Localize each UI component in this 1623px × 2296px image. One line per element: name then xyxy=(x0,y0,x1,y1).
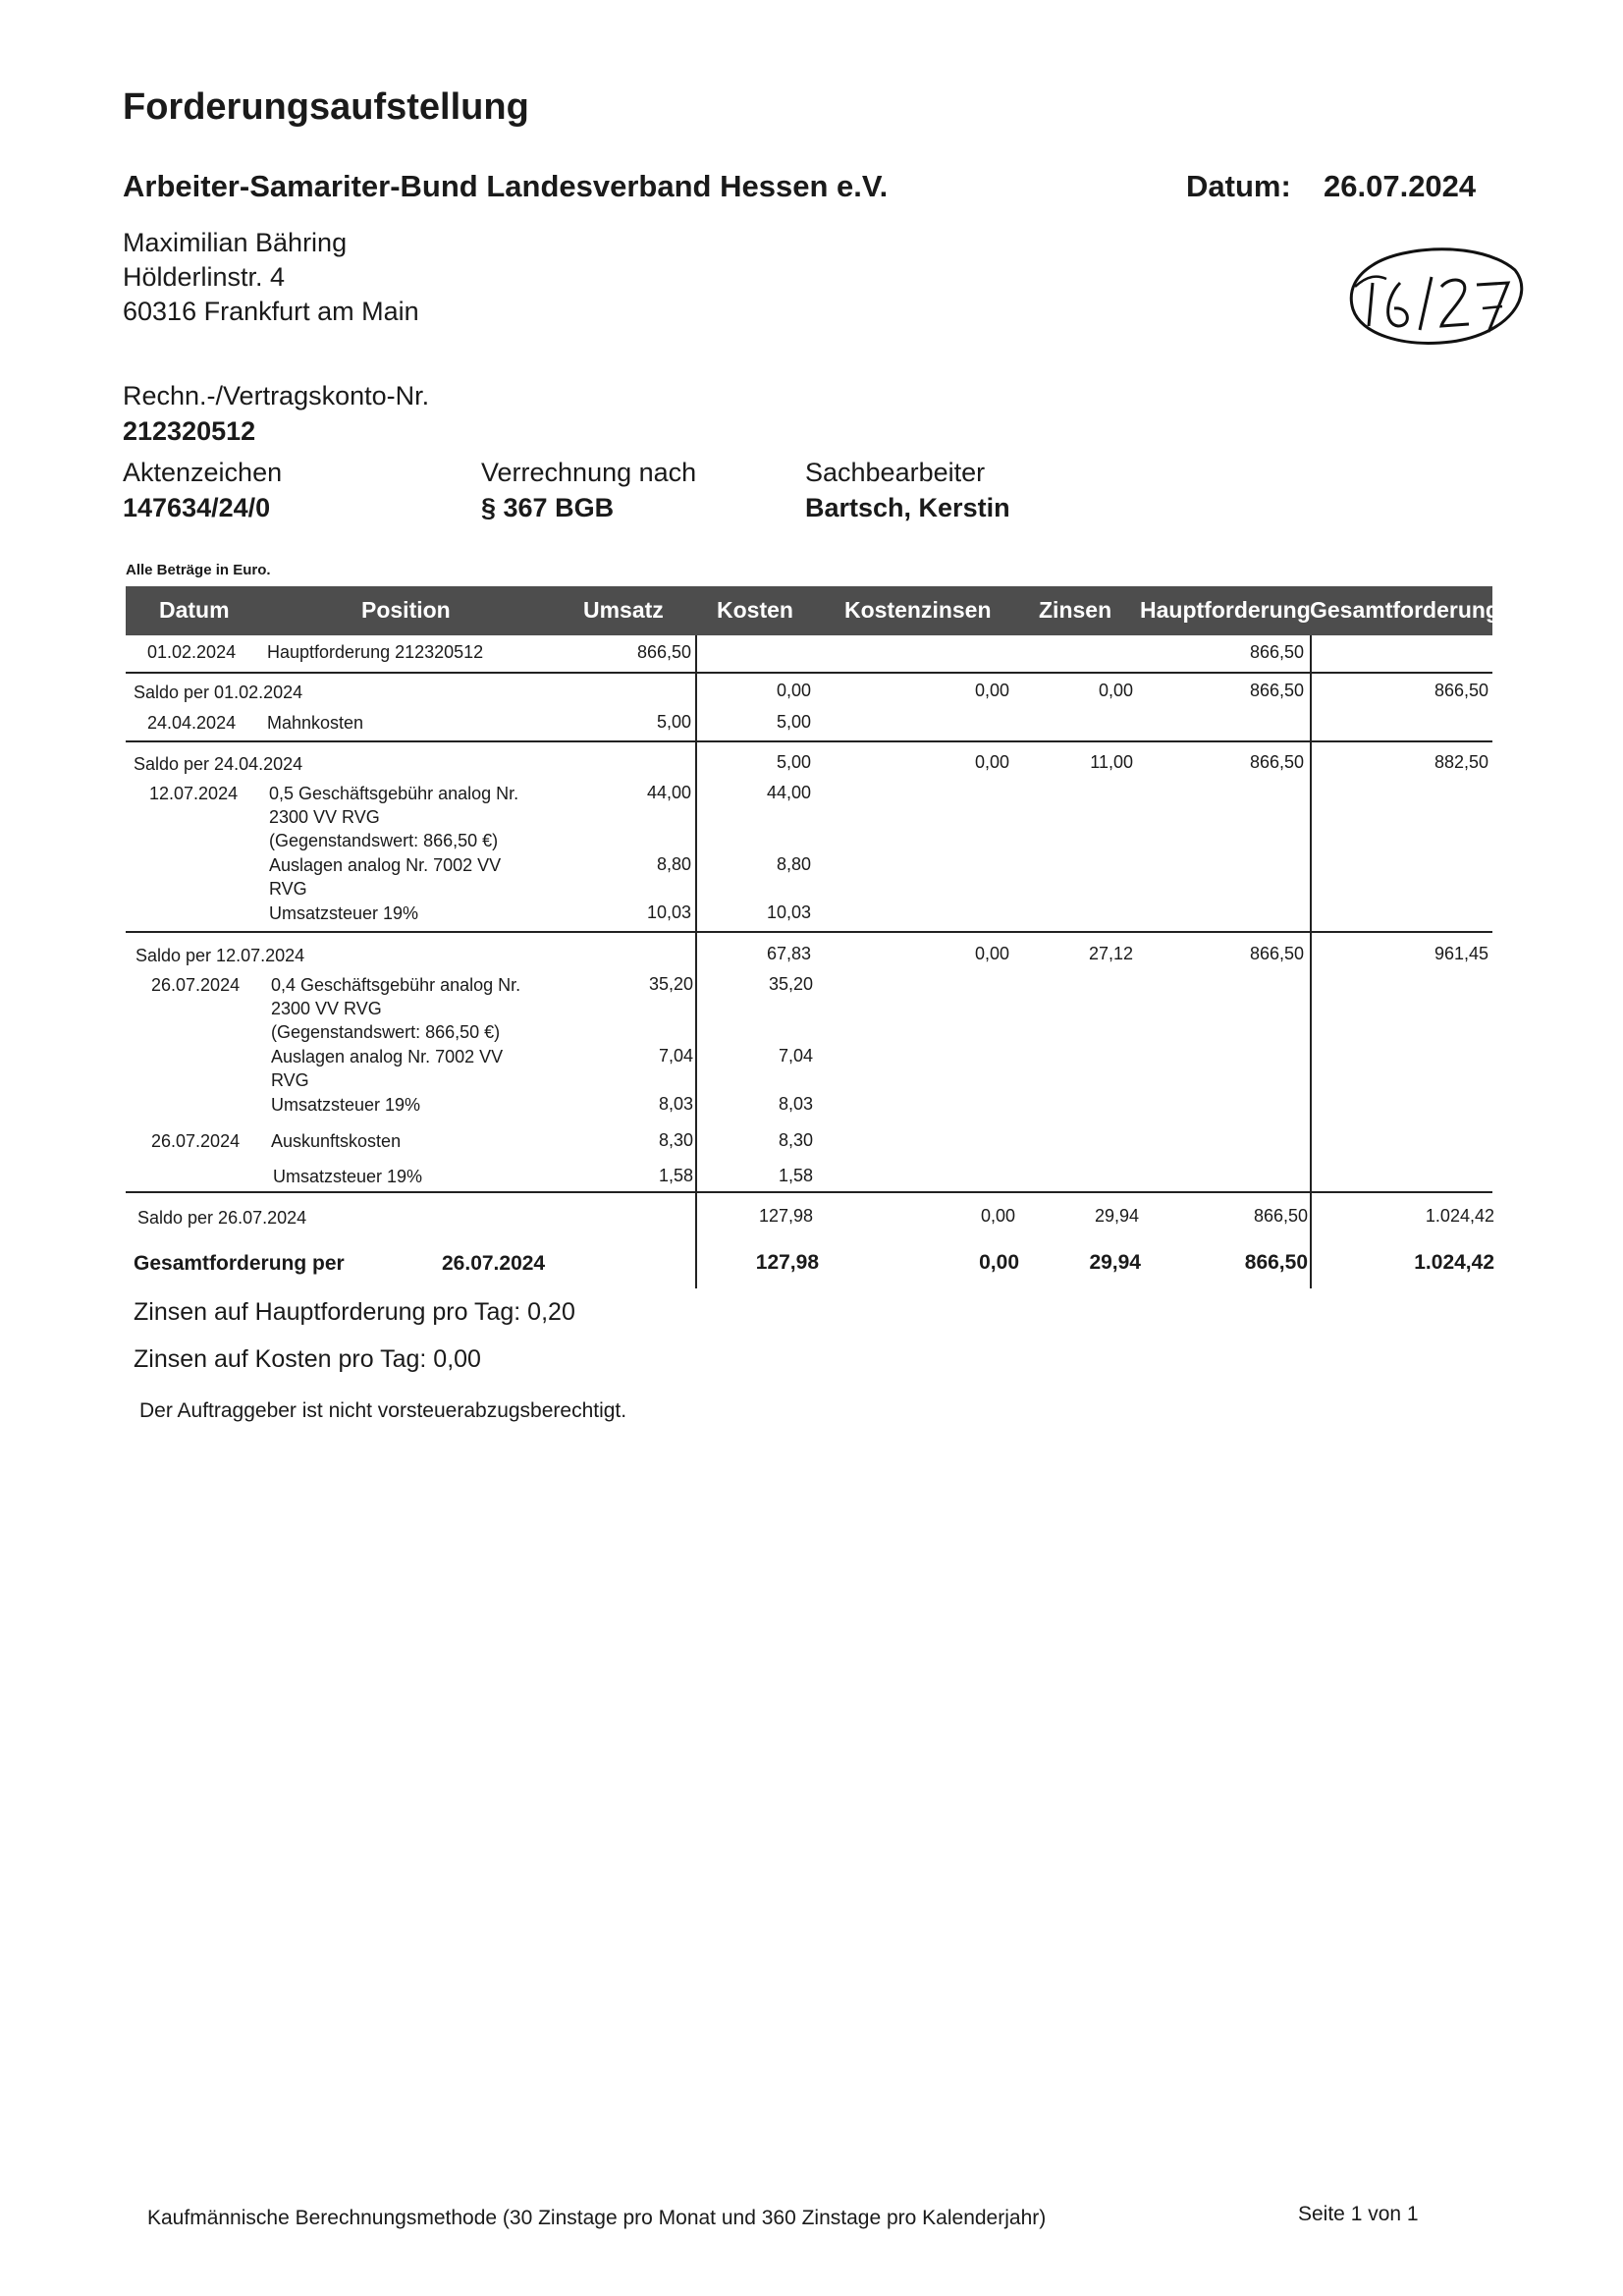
row-kostenzinsen: 0,00 xyxy=(974,681,1009,700)
row-umsatz: 8,03 xyxy=(658,1094,693,1114)
row-hauptforderung: 866,50 xyxy=(1253,1206,1308,1226)
row-hauptforderung: 866,50 xyxy=(1249,944,1304,963)
document-title: Forderungsaufstellung xyxy=(123,86,529,128)
row-date: 26.07.2024 xyxy=(151,975,241,995)
total-gesamtforderung: 1.024,42 xyxy=(1414,1251,1494,1274)
col-header-umsatz: Umsatz xyxy=(583,597,664,623)
row-position-line: 0,5 Geschäftsgebühr analog Nr. xyxy=(269,784,519,803)
row-hauptforderung: 866,50 xyxy=(1249,752,1304,772)
row-gesamtforderung: 1.024,42 xyxy=(1425,1206,1494,1226)
row-position-line: RVG xyxy=(269,879,307,899)
row-umsatz: 10,03 xyxy=(646,902,691,922)
row-kosten: 5,00 xyxy=(776,712,811,732)
date-label: Datum: xyxy=(1186,169,1291,203)
row-date: 24.04.2024 xyxy=(147,713,237,733)
row-kosten: 7,04 xyxy=(778,1046,813,1066)
col-header-zinsen: Zinsen xyxy=(1039,597,1112,623)
row-position-line: RVG xyxy=(271,1070,309,1090)
row-position: Umsatzsteuer 19% xyxy=(273,1167,423,1186)
settlement-label: Verrechnung nach xyxy=(481,458,697,487)
debtor-street: Hölderlinstr. 4 xyxy=(123,262,286,292)
row-kosten: 5,00 xyxy=(776,752,811,772)
row-position: Mahnkosten xyxy=(267,713,364,733)
row-divider xyxy=(126,1191,1492,1193)
row-kosten: 10,03 xyxy=(766,902,811,922)
total-hauptforderung: 866,50 xyxy=(1244,1251,1308,1274)
saldo-label: Saldo per 12.07.2024 xyxy=(135,946,305,965)
clerk-value: Bartsch, Kerstin xyxy=(805,493,1010,522)
row-position: Hauptforderung 212320512 xyxy=(267,642,484,662)
debtor-name: Maximilian Bähring xyxy=(123,228,348,257)
calculation-method-note: Kaufmännische Berechnungsmethode (30 Zinstage pro Monat und 360 Zinstage pro Kalenderjahr) xyxy=(147,2207,1047,2229)
col-header-hauptforderung: Hauptforderung xyxy=(1140,597,1311,623)
total-kostenzinsen: 0,00 xyxy=(979,1251,1019,1274)
row-hauptforderung: 866,50 xyxy=(1249,681,1304,700)
row-date: 01.02.2024 xyxy=(147,642,237,662)
col-header-date: Datum xyxy=(159,597,230,623)
row-position-line: 2300 VV RVG xyxy=(271,999,382,1018)
interest-costs-note: Zinsen auf Kosten pro Tag: 0,00 xyxy=(134,1345,481,1373)
row-zinsen: 0,00 xyxy=(1098,681,1133,700)
table-header xyxy=(126,586,1499,635)
page-number: Seite 1 von 1 xyxy=(1298,2203,1419,2225)
col-header-gesamtforderung: Gesamtforderung xyxy=(1310,597,1499,623)
row-divider xyxy=(126,672,1492,674)
row-umsatz: 35,20 xyxy=(648,974,693,994)
handwritten-file-number-stamp xyxy=(1343,236,1530,352)
row-kostenzinsen: 0,00 xyxy=(974,752,1009,772)
total-label: Gesamtforderung per xyxy=(134,1252,345,1275)
row-kosten: 67,83 xyxy=(766,944,811,963)
settlement-value: § 367 BGB xyxy=(481,493,615,522)
row-kosten: 127,98 xyxy=(758,1206,813,1226)
row-kostenzinsen: 0,00 xyxy=(980,1206,1015,1226)
col-header-position: Position xyxy=(361,597,451,623)
row-kosten: 8,80 xyxy=(776,854,811,874)
row-zinsen: 11,00 xyxy=(1090,752,1133,772)
row-umsatz: 866,50 xyxy=(636,642,691,662)
file-ref-label: Aktenzeichen xyxy=(123,458,283,487)
saldo-label: Saldo per 24.04.2024 xyxy=(134,754,303,774)
row-kostenzinsen: 0,00 xyxy=(974,944,1009,963)
row-kosten: 0,00 xyxy=(776,681,811,700)
vat-note: Der Auftraggeber ist nicht vorsteuerabzugsberechtigt. xyxy=(139,1399,627,1422)
total-zinsen: 29,94 xyxy=(1089,1251,1141,1274)
row-divider xyxy=(126,740,1492,742)
row-position: Umsatzsteuer 19% xyxy=(269,903,419,923)
row-gesamtforderung: 866,50 xyxy=(1434,681,1488,700)
row-position-line: Auslagen analog Nr. 7002 VV xyxy=(271,1047,504,1066)
row-date: 26.07.2024 xyxy=(151,1131,241,1151)
row-position: Auskunftskosten xyxy=(271,1131,402,1151)
row-position: Umsatzsteuer 19% xyxy=(271,1095,421,1115)
row-kosten: 1,58 xyxy=(778,1166,813,1185)
row-umsatz: 44,00 xyxy=(646,783,691,802)
row-position-line: 2300 VV RVG xyxy=(269,807,380,827)
row-zinsen: 27,12 xyxy=(1088,944,1133,963)
row-position-line: (Gegenstandswert: 866,50 €) xyxy=(269,831,499,850)
saldo-label: Saldo per 26.07.2024 xyxy=(137,1208,307,1228)
clerk-label: Sachbearbeiter xyxy=(805,458,986,487)
row-umsatz: 1,58 xyxy=(658,1166,693,1185)
row-umsatz: 8,30 xyxy=(658,1130,693,1150)
row-gesamtforderung: 882,50 xyxy=(1434,752,1488,772)
row-umsatz: 8,80 xyxy=(656,854,691,874)
row-hauptforderung: 866,50 xyxy=(1249,642,1304,662)
col-header-kostenzinsen: Kostenzinsen xyxy=(844,597,992,623)
row-position-line: Auslagen analog Nr. 7002 VV xyxy=(269,855,502,875)
row-gesamtforderung: 961,45 xyxy=(1434,944,1488,963)
row-position-line: (Gegenstandswert: 866,50 €) xyxy=(271,1022,501,1042)
debtor-city: 60316 Frankfurt am Main xyxy=(123,297,419,326)
row-kosten: 35,20 xyxy=(768,974,813,994)
total-date: 26.07.2024 xyxy=(442,1252,546,1275)
date-value: 26.07.2024 xyxy=(1324,169,1477,203)
row-zinsen: 29,94 xyxy=(1094,1206,1139,1226)
row-kosten: 8,03 xyxy=(778,1094,813,1114)
row-divider xyxy=(126,931,1492,933)
file-ref-value: 147634/24/0 xyxy=(123,493,271,522)
interest-main-note: Zinsen auf Hauptforderung pro Tag: 0,20 xyxy=(134,1298,575,1326)
row-position-line: 0,4 Geschäftsgebühr analog Nr. xyxy=(271,975,521,995)
col-header-kosten: Kosten xyxy=(717,597,793,623)
account-label: Rechn.-/Vertragskonto-Nr. xyxy=(123,381,430,410)
account-number: 212320512 xyxy=(123,416,256,446)
saldo-label: Saldo per 01.02.2024 xyxy=(134,683,303,702)
row-kosten: 8,30 xyxy=(778,1130,813,1150)
creditor-name: Arbeiter-Samariter-Bund Landesverband Hessen e.V. xyxy=(123,169,889,203)
row-umsatz: 7,04 xyxy=(658,1046,693,1066)
row-kosten: 44,00 xyxy=(766,783,811,802)
row-date: 12.07.2024 xyxy=(149,784,239,803)
total-kosten: 127,98 xyxy=(755,1251,819,1274)
row-umsatz: 5,00 xyxy=(656,712,691,732)
amounts-note: Alle Beträge in Euro. xyxy=(126,562,271,578)
